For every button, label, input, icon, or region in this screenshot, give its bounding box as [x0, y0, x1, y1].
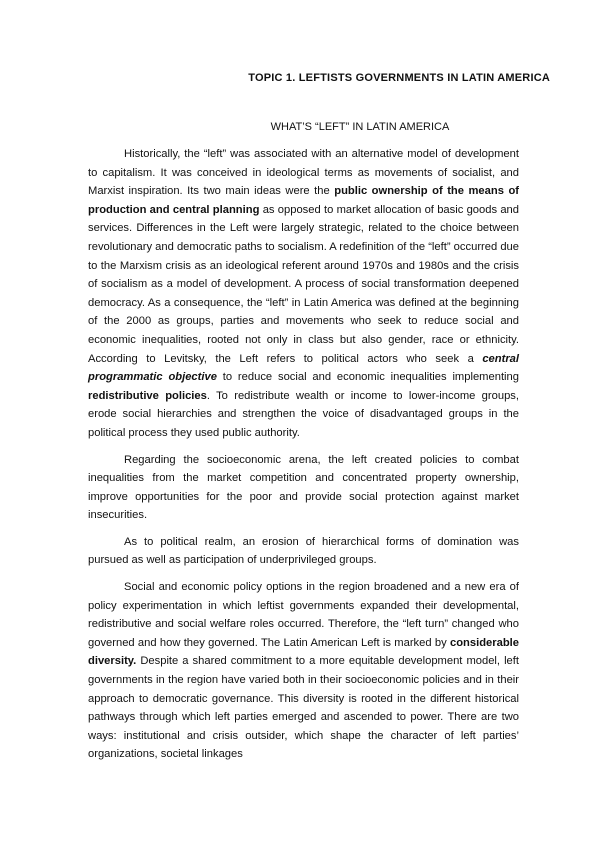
paragraph [88, 451, 519, 525]
paragraph [88, 533, 519, 570]
text-run: Historically, the “left” was associated with an alternative model of development to capitalism. It was conceived in ideological terms as movements of socialist, and Marxist inspiration. Its two main ideas were the [88, 148, 519, 198]
emphasis-bold: considerable diversity. [88, 636, 519, 668]
document-title [90, 72, 550, 84]
emphasis-bold: redistributive policies [88, 389, 207, 402]
document-body [88, 145, 519, 772]
document-subtitle: WHAT’S “LEFT” IN LATIN AMERICA [270, 121, 450, 133]
text-run: Regarding the socioeconomic arena, the left created policies to combat inequalities from the market competition and concentrated property ownership, improve opportunities for the poor and provide social protection against market insecurities. [88, 453, 519, 522]
text-run: As to political realm, an erosion of hierarchical forms of domination was pursued as well as participation of underprivileged groups. [88, 535, 519, 567]
text-run: Despite a shared commitment to a more equitable development model, left governments in the region have varied both in their socioeconomic policies and in their approach to democratic governance. This diversity is rooted in the different historical pathways through which left parties emerged and ascended to power. There are two ways: institutional and crisis outsider, which shape the character of left parties’ organizations, societal linkages [88, 655, 519, 761]
paragraph [88, 145, 519, 443]
emphasis-bold: public ownership of the means of production and central planning [88, 185, 520, 216]
emphasis-italic: central programmatic objective [88, 352, 519, 384]
text-run: . To redistribute wealth or income to lower-income groups, erode social hierarchies and strengthen the voice of disadvantaged groups in the political process they used public authority. [88, 389, 520, 439]
paragraph [88, 578, 519, 764]
text-run: to reduce social and economic inequalities implementing [216, 371, 519, 384]
document-title-text: TOPIC 1. LEFTISTS GOVERNMENTS IN LATIN AMERICA [248, 72, 550, 84]
text-run: Social and economic policy options in the region broadened and a new era of policy experimentation in which leftist governments expanded their developmental, redistributive and social welfare roles occurred. Therefore, the “left turn” changed who governed and how they governed. The Latin American Left is marked by [88, 581, 519, 649]
text-run: as opposed to market allocation of basic goods and services. Differences in the Left were largely strategic, related to the choice between revolutionary and democratic paths to socialism. A redefinition of the “left” occurred due to the Marxism crisis as an ideological referent around 1970s and 1980s and the crisis of socialism as a model of development. A process of social transformation deepened democracy. As a consequence, the “left” in Latin America was defined at the beginning of the 2000 as groups, parties and movements who seek to reduce social and economic inequalities, rooted not only in class but also gender, race or ethnicity. According to Levitsky, the Left refers to political actors who seek a [88, 203, 519, 365]
